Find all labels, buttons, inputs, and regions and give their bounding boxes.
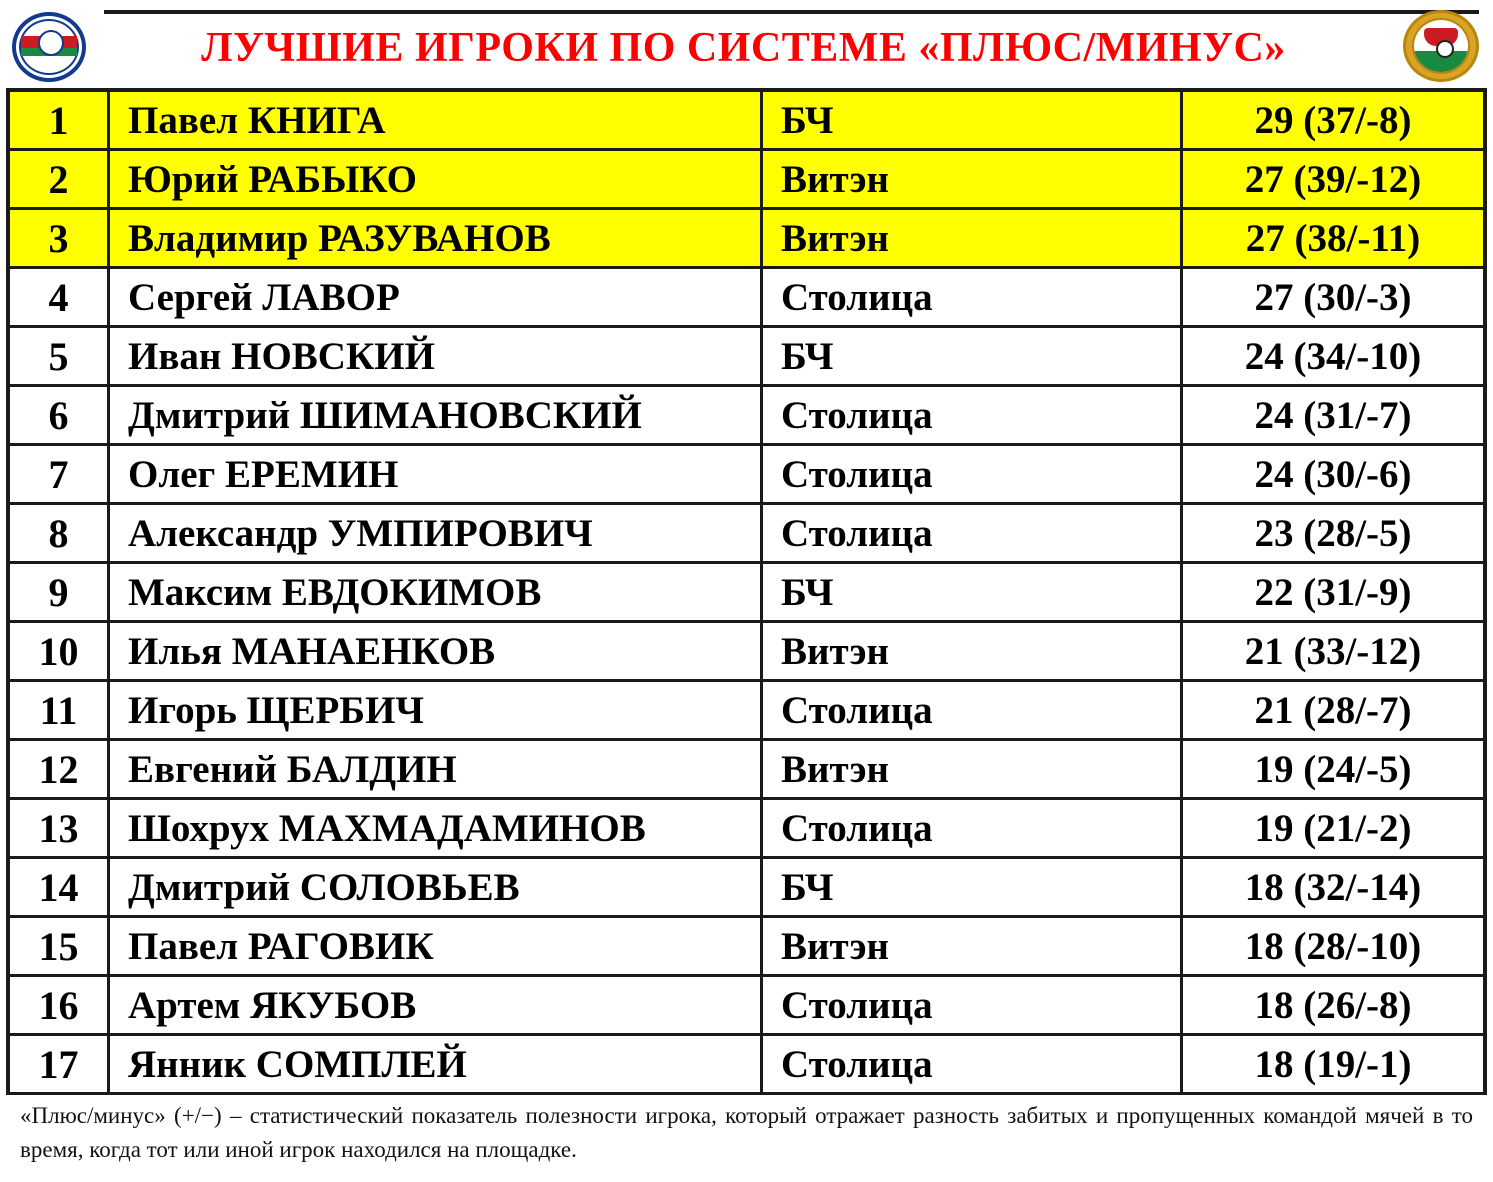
table-row — [10, 387, 1483, 446]
cell-team: Столица — [763, 977, 1183, 1033]
table-row — [10, 918, 1483, 977]
cell-player: Павел КНИГА — [110, 92, 763, 148]
cell-rank: 1 — [10, 92, 110, 148]
cell-player: Шохрух МАХМАДАМИНОВ — [110, 800, 763, 856]
table-row — [10, 977, 1483, 1036]
cell-team: Витэн — [763, 918, 1183, 974]
table-row — [10, 210, 1483, 269]
cell-score: 29 (37/-8) — [1254, 98, 1412, 142]
logo-ball-icon — [38, 30, 64, 56]
cell-team: Столица — [763, 505, 1183, 561]
table-row — [10, 1036, 1483, 1095]
table-row — [10, 800, 1483, 859]
cell-team: Витэн — [763, 151, 1183, 207]
cell-team: Столица — [763, 682, 1183, 738]
table-row — [10, 151, 1483, 210]
table-row — [10, 741, 1483, 800]
cell-player: Дмитрий ШИМАНОВСКИЙ — [110, 387, 763, 443]
cell-rank: 11 — [10, 682, 110, 738]
table-row — [10, 564, 1483, 623]
cell-rank: 4 — [10, 269, 110, 325]
cell-score: 22 (31/-9) — [1254, 570, 1412, 614]
table-row — [10, 682, 1483, 741]
cell-rank: 12 — [10, 741, 110, 797]
player-ranking-table — [6, 88, 1487, 1095]
cell-rank: 6 — [10, 387, 110, 443]
footnote-text: «Плюс/минус» (+/−) – статистический показатель полезности игрока, который отражает разность забитых и пропущенных командой мячей в то время, когда тот или иной игрок находился на площадке. — [20, 1103, 1473, 1162]
cell-score: 19 (21/-2) — [1254, 806, 1412, 850]
header-divider — [104, 10, 1479, 14]
cell-team: Столица — [763, 387, 1183, 443]
cell-player: Янник СОМПЛЕЙ — [110, 1036, 763, 1092]
cell-player: Дмитрий СОЛОВЬЕВ — [110, 859, 763, 915]
page-title: ЛУЧШИЕ ИГРОКИ ПО СИСТЕМЕ «ПЛЮС/МИНУС» — [201, 25, 1286, 71]
cell-rank: 5 — [10, 328, 110, 384]
cell-team: Столица — [763, 800, 1183, 856]
cell-rank: 14 — [10, 859, 110, 915]
cell-score: 18 (19/-1) — [1254, 1042, 1412, 1086]
club-emblem-logo — [1401, 8, 1485, 86]
cell-team: БЧ — [763, 564, 1183, 620]
cell-player: Иван НОВСКИЙ — [110, 328, 763, 384]
cell-player: Олег ЕРЕМИН — [110, 446, 763, 502]
cell-player: Евгений БАЛДИН — [110, 741, 763, 797]
cell-rank: 13 — [10, 800, 110, 856]
cell-team: БЧ — [763, 92, 1183, 148]
belarus-federation-logo — [8, 10, 92, 84]
table-row — [10, 446, 1483, 505]
table-row — [10, 623, 1483, 682]
cell-score: 18 (32/-14) — [1244, 865, 1422, 909]
cell-score: 19 (24/-5) — [1254, 747, 1412, 791]
cell-player: Илья МАНАЕНКОВ — [110, 623, 763, 679]
cell-player: Павел РАГОВИК — [110, 918, 763, 974]
cell-team: БЧ — [763, 859, 1183, 915]
cell-rank: 2 — [10, 151, 110, 207]
table-row — [10, 859, 1483, 918]
cell-score: 27 (38/-11) — [1245, 216, 1421, 260]
cell-team: Столица — [763, 269, 1183, 325]
cell-player: Игорь ЩЕРБИЧ — [110, 682, 763, 738]
cell-player: Юрий РАБЫКО — [110, 151, 763, 207]
emblem-ball-icon — [1436, 40, 1454, 58]
slide-header — [0, 0, 1493, 88]
cell-rank: 10 — [10, 623, 110, 679]
cell-score: 27 (30/-3) — [1254, 275, 1412, 319]
table-row — [10, 269, 1483, 328]
cell-player: Александр УМПИРОВИЧ — [110, 505, 763, 561]
cell-team: Витэн — [763, 741, 1183, 797]
cell-score: 18 (26/-8) — [1254, 983, 1412, 1027]
cell-player: Владимир РАЗУВАНОВ — [110, 210, 763, 266]
cell-team: Витэн — [763, 623, 1183, 679]
cell-score: 21 (33/-12) — [1244, 629, 1422, 673]
table-row — [10, 505, 1483, 564]
cell-player: Артем ЯКУБОВ — [110, 977, 763, 1033]
cell-score: 24 (31/-7) — [1254, 393, 1412, 437]
cell-rank: 16 — [10, 977, 110, 1033]
cell-score: 21 (28/-7) — [1254, 688, 1412, 732]
cell-rank: 3 — [10, 210, 110, 266]
cell-score: 24 (30/-6) — [1254, 452, 1412, 496]
emblem-inner-disc — [1412, 18, 1470, 74]
cell-rank: 7 — [10, 446, 110, 502]
cell-rank: 8 — [10, 505, 110, 561]
cell-score: 23 (28/-5) — [1254, 511, 1412, 555]
cell-team: Витэн — [763, 210, 1183, 266]
cell-team: БЧ — [763, 328, 1183, 384]
cell-score: 27 (39/-12) — [1244, 157, 1422, 201]
cell-rank: 15 — [10, 918, 110, 974]
cell-rank: 17 — [10, 1036, 110, 1092]
cell-player: Сергей ЛАВОР — [110, 269, 763, 325]
cell-player: Максим ЕВДОКИМОВ — [110, 564, 763, 620]
cell-team: Столица — [763, 1036, 1183, 1092]
table-row — [10, 92, 1483, 151]
cell-team: Столица — [763, 446, 1183, 502]
cell-score: 18 (28/-10) — [1244, 924, 1422, 968]
table-row — [10, 328, 1483, 387]
cell-score: 24 (34/-10) — [1244, 334, 1422, 378]
cell-rank: 9 — [10, 564, 110, 620]
